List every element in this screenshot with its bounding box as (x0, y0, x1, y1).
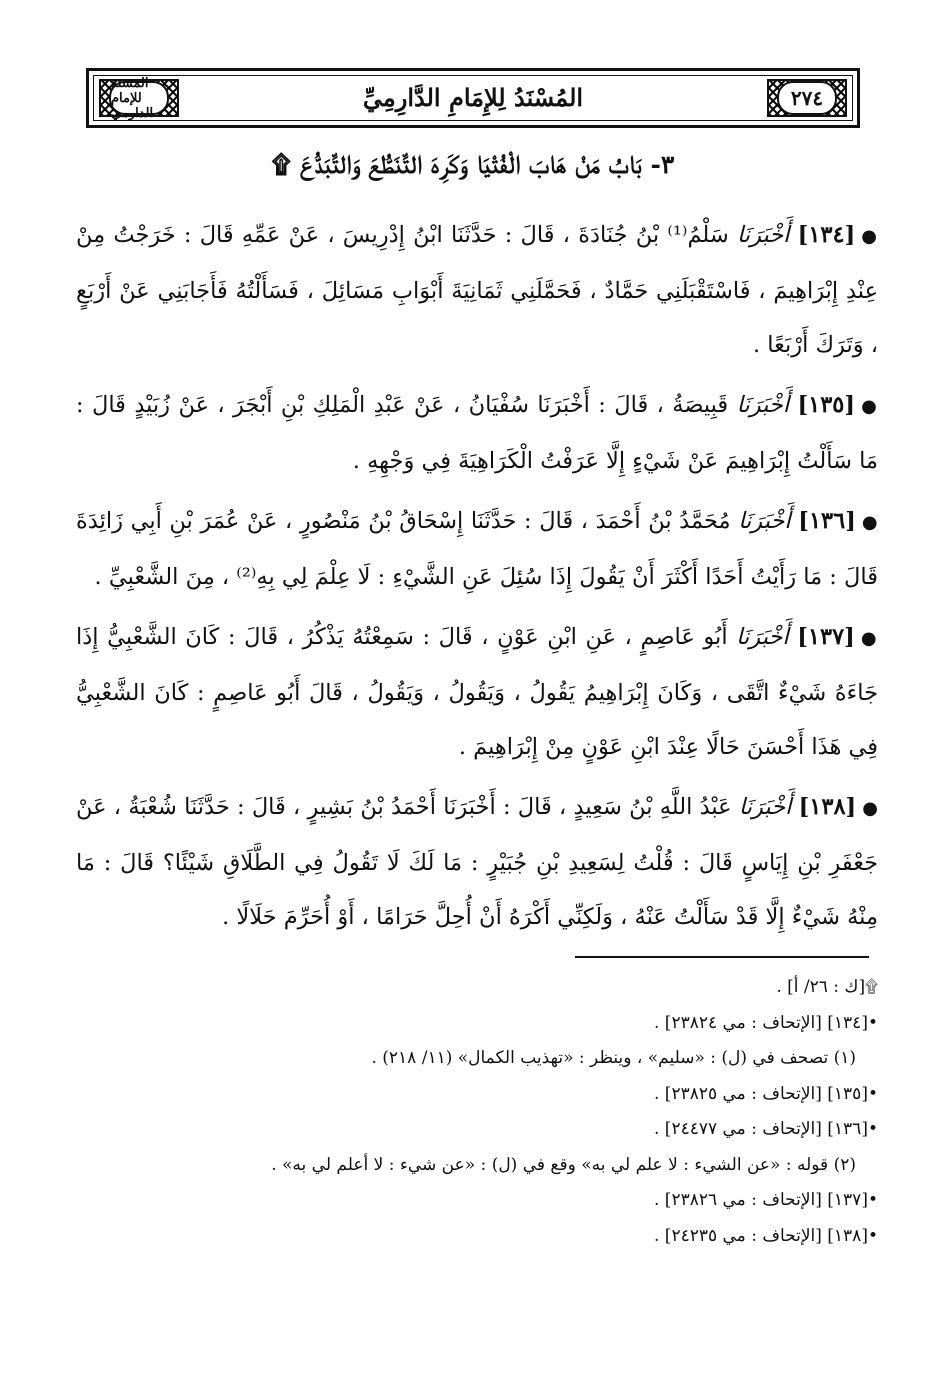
hadith-number: [١٣٧] (797, 624, 855, 650)
footnote (76, 1041, 878, 1077)
footnote-marker: • (867, 1012, 878, 1033)
running-title: المُسْنَدُ لِلإِمَامِ الدَّارِمِيِّ (362, 83, 584, 112)
footnote (76, 1006, 878, 1042)
footnote-marker: • (867, 1190, 878, 1210)
hadith-number: [١٣٥] (797, 392, 856, 418)
footnote-marker: • (867, 1119, 878, 1139)
bullet-icon: ● (861, 396, 879, 417)
footnote-marker: • (867, 1225, 878, 1246)
hadith-138 (76, 780, 878, 944)
bullet-icon: ● (860, 628, 878, 649)
hadith-number: [١٣٤] (797, 222, 856, 248)
bullet-icon: ● (861, 512, 879, 533)
hadith-lead: أَخْبَرَنَا (736, 392, 790, 418)
footnote-marker: • (867, 1083, 878, 1104)
hadith-lead: أَخْبَرَنَا (738, 508, 791, 534)
footnote (76, 1183, 878, 1219)
footnote-text: [١٣٨] [الإتحاف : مي ٢٤٢٣٥] . (654, 1225, 868, 1246)
footnotes (76, 970, 878, 1254)
hadith-134 (76, 208, 878, 372)
footnote-text: (١) تصحف في (ل) : «سليم» ، وينظر : «تهذيب الكمال» (١١/ ٢١٨) . (371, 1048, 856, 1068)
hadith-137 (76, 610, 878, 774)
hadith-lead: أَخْبَرَنَا (738, 794, 792, 820)
footnote-text: [١٣٤] [الإتحاف : مي ٢٣٨٢٤] . (654, 1012, 868, 1033)
hadith-lead: أَخْبَرَنَا (736, 624, 789, 650)
footnote (76, 1077, 878, 1113)
hadith-list (76, 208, 878, 950)
page-number: ٢٧٤ (777, 81, 837, 115)
footnote-text: [١٣٧] [الإتحاف : مي ٢٣٨٢٦] . (654, 1190, 868, 1210)
hadith-135 (76, 378, 878, 488)
chapter-heading: ٣- بَابُ مَنْ هَابَ الْفُتْيَا وَكَرِهَ التَّنَطُّعَ وَالتَّبَدُّعَ ۩ (271, 150, 675, 179)
footnote (76, 970, 878, 1006)
footnote (76, 1148, 878, 1184)
footnote-divider (575, 956, 869, 958)
book-logo: المسند للإمام الدارمي (109, 81, 169, 115)
footnote (76, 1112, 878, 1148)
footnote-text: [ك : ٢٦/ أ] . (776, 977, 866, 997)
footnote (76, 1219, 878, 1255)
footnote-text: (٢) قوله : «عن الشيء : لا علم لي به» وقع في (ل) : «عن شيء : لا أعلم لي به» . (271, 1154, 856, 1175)
hadith-text: عَبْدُ اللَّهِ بْنُ سَعِيدٍ ، قَالَ : أَخْبَرَنَا أَحْمَدُ بْنُ بَشِيرٍ ، قَالَ : حَدَّثَنَا شُعْبَةُ ، عَنْ جَعْفَرِ بْنِ إِيَاسٍ قَالَ : قُلْتُ لِسَعِيدِ بْنِ جُبَيْرٍ : مَا لَكَ لَا تَقُولُ فِي الطَّلَاقِ شَيْئًا؟ قَالَ : مَا مِنْهُ شَيْءٌ إِلَّا قَدْ سَأَلْتُ عَنْهُ ، وَلَكِنِّي أَكْرَهُ أَنْ أُحِلَّ حَرَامًا ، أَوْ أُحَرِّمَ حَلَالًا . (76, 794, 878, 930)
hadith-text: قَبِيصَةُ ، قَالَ : أَخْبَرَنَا سُفْيَانُ ، عَنْ عَبْدِ الْمَلِكِ بْنِ أَبْجَرَ ، عَنْ زُبَيْدٍ قَالَ : مَا سَأَلْتُ إِبْرَاهِيمَ عَنْ شَيْءٍ إِلَّا عَرَفْتُ الْكَرَاهِيَةَ فِي وَجْهِهِ . (76, 392, 878, 474)
footnote-text: [١٣٥] [الإتحاف : مي ٢٣٨٢٥] . (654, 1083, 868, 1104)
hadith-lead: أَخْبَرَنَا (736, 222, 790, 248)
hadith-number: [١٣٦] (798, 508, 856, 534)
page-header (86, 68, 860, 128)
hadith-136 (76, 494, 878, 604)
hadith-text: أَبُو عَاصِمٍ ، عَنِ ابْنِ عَوْنٍ ، قَالَ : سَمِعْتُهُ يَذْكُرُ ، قَالَ : كَانَ الشَّعْبِيُّ إِذَا جَاءَهُ شَيْءٌ اتَّقَى ، وَكَانَ إِبْرَاهِيمُ يَقُولُ ، وَيَقُولُ ، وَيَقُولُ ، قَالَ أَبُو عَاصِمٍ : كَانَ الشَّعْبِيُّ فِي هَذَا أَحْسَنَ حَالًا عِنْدَ ابْنِ عَوْنٍ مِنْ إِبْرَاهِيمَ . (76, 624, 878, 760)
footnote-text: [١٣٦] [الإتحاف : مي ٢٤٤٧٧] . (654, 1119, 868, 1139)
hadith-text: سَلْمُ⁽¹⁾ بْنُ جُنَادَةَ ، قَالَ : حَدَّثَنَا ابْنُ إِدْرِيسَ ، عَنْ عَمِّهِ قَالَ : خَرَجْتُ مِنْ عِنْدِ إِبْرَاهِيمَ ، فَاسْتَقْبَلَنِي حَمَّادٌ ، فَحَمَّلَنِي ثَمَانِيَةَ أَبْوَابِ مَسَائِلَ ، فَسَأَلْتُهُ فَأَجَابَنِي عَنْ أَرْبَعٍ ، وَتَرَكَ أَرْبَعًا . (76, 222, 878, 358)
hadith-text: مُحَمَّدُ بْنُ أَحْمَدَ ، قَالَ : حَدَّثَنَا إِسْحَاقُ بْنُ مَنْصُورٍ ، عَنْ عُمَرَ بْنِ أَبِي زَائِدَةَ قَالَ : مَا رَأَيْتُ أَحَدًا أَكْثَرَ أَنْ يَقُولَ إِذَا سُئِلَ عَنِ الشَّيْءِ : لَا عِلْمَ لِي بِهِ⁽²⁾ ، مِنَ الشَّعْبِيِّ . (76, 508, 878, 590)
bullet-icon: ● (862, 798, 879, 819)
hadith-number: [١٣٨] (798, 794, 857, 820)
footnote-marker: ۩ (865, 977, 878, 997)
bullet-icon: ● (861, 226, 878, 247)
